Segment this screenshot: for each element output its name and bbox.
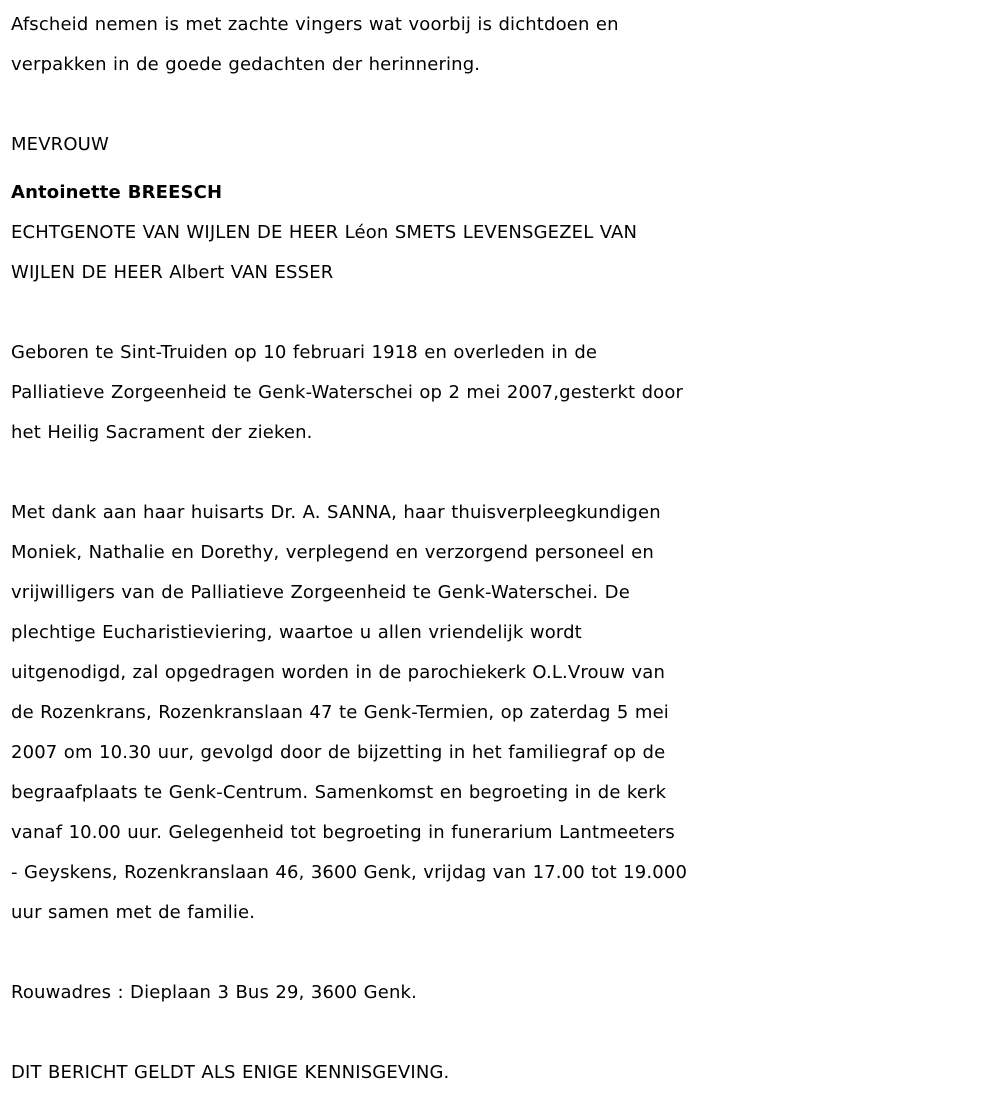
- honorific: MEVROUW: [11, 134, 109, 155]
- paragraph-line: - Geyskens, Rozenkranslaan 46, 3600 Genk, vrijdag van 17.00 tot 19.000: [11, 862, 688, 883]
- mourning-address: Rouwadres : Dieplaan 3 Bus 29, 3600 Genk.: [11, 982, 417, 1003]
- closing-statement: DIT BERICHT GELDT ALS ENIGE KENNISGEVING.: [11, 1062, 450, 1083]
- relation-line: WIJLEN DE HEER Albert VAN ESSER: [11, 262, 334, 283]
- paragraph-line: vrijwilligers van de Palliatieve Zorgeenheid te Genk-Waterschei. De: [11, 582, 630, 603]
- paragraph-line: plechtige Eucharistieviering, waartoe u allen vriendelijk wordt: [11, 622, 582, 643]
- deceased-name: Antoinette BREESCH: [11, 182, 223, 203]
- paragraph-line: 2007 om 10.30 uur, gevolgd door de bijzetting in het familiegraf op de: [11, 742, 666, 763]
- intro-line: Afscheid nemen is met zachte vingers wat voorbij is dichtdoen en: [11, 14, 619, 35]
- thanks-ceremony-paragraph: [11, 493, 996, 933]
- paragraph-line: Met dank aan haar huisarts Dr. A. SANNA, haar thuisverpleegkundigen: [11, 502, 661, 523]
- paragraph-line: uur samen met de familie.: [11, 902, 256, 923]
- paragraph-line: Moniek, Nathalie en Dorethy, verplegend en verzorgend personeel en: [11, 542, 654, 563]
- paragraph-line: vanaf 10.00 uur. Gelegenheid tot begroeting in funerarium Lantmeeters: [11, 822, 675, 843]
- obituary-notice: [11, 0, 996, 1093]
- relation-line: ECHTGENOTE VAN WIJLEN DE HEER Léon SMETS LEVENSGEZEL VAN: [11, 222, 638, 243]
- paragraph-line: de Rozenkrans, Rozenkranslaan 47 te Genk-Termien, op zaterdag 5 mei: [11, 702, 669, 723]
- paragraph-line: Palliatieve Zorgeenheid te Genk-Waterschei op 2 mei 2007,gesterkt door: [11, 382, 684, 403]
- intro-line: verpakken in de goede gedachten der herinnering.: [11, 54, 481, 75]
- relation-text: [11, 213, 996, 293]
- paragraph-line: Geboren te Sint-Truiden op 10 februari 1918 en overleden in de: [11, 342, 598, 363]
- paragraph-line: uitgenodigd, zal opgedragen worden in de parochiekerk O.L.Vrouw van: [11, 662, 666, 683]
- intro-quote: [11, 5, 996, 85]
- paragraph-line: begraafplaats te Genk-Centrum. Samenkomst en begroeting in de kerk: [11, 782, 667, 803]
- paragraph-line: het Heilig Sacrament der zieken.: [11, 422, 313, 443]
- birth-death-paragraph: [11, 333, 996, 453]
